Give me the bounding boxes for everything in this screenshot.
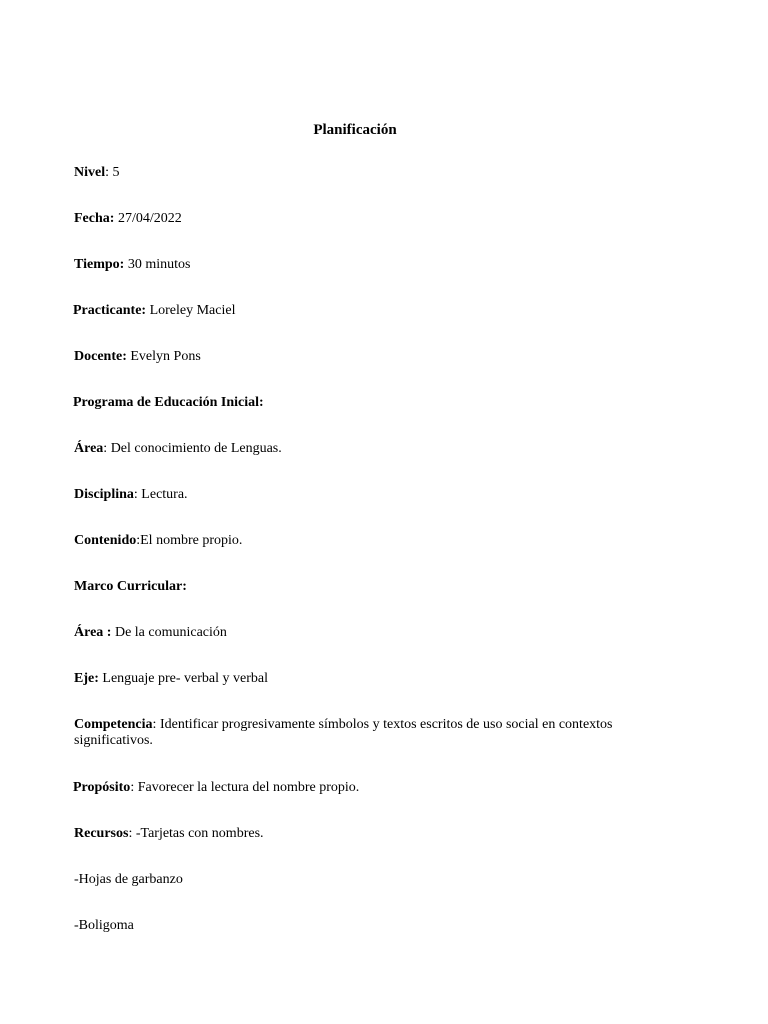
field-label: Docente: xyxy=(74,349,127,364)
field-fecha xyxy=(74,211,694,227)
field-contenido xyxy=(74,533,694,549)
field-area-comunicacion xyxy=(74,625,694,641)
field-area-lenguas xyxy=(74,441,694,457)
field-value: Identificar progresivamente símbolos y textos escritos de uso social en contextos significativos. xyxy=(74,717,613,748)
field-label: Eje: xyxy=(74,671,99,686)
field-value: Del conocimiento de Lenguas. xyxy=(110,441,282,456)
field-label: Competencia xyxy=(74,717,153,732)
field-label: Recursos xyxy=(74,826,129,841)
list-item-text: -Boligoma xyxy=(74,918,134,933)
section-programa xyxy=(73,395,693,411)
field-docente xyxy=(74,349,694,365)
field-separator: : xyxy=(105,165,113,180)
field-label: Nivel xyxy=(74,165,106,180)
field-separator: : xyxy=(152,717,160,732)
section-marco-curricular xyxy=(74,579,694,595)
field-eje xyxy=(74,671,694,687)
field-value: Evelyn Pons xyxy=(130,349,201,364)
list-item-recurso xyxy=(74,872,694,888)
field-separator: : xyxy=(103,441,111,456)
field-practicante xyxy=(73,303,693,319)
field-label: Practicante: xyxy=(73,303,147,318)
list-item-text: -Hojas de garbanzo xyxy=(74,872,183,887)
field-value: 27/04/2022 xyxy=(117,211,182,226)
field-recursos xyxy=(74,826,694,842)
page-title: Planificación xyxy=(313,122,397,138)
field-competencia xyxy=(74,717,694,749)
field-value: Loreley Maciel xyxy=(149,303,236,318)
field-disciplina xyxy=(74,487,694,503)
field-label: Fecha: xyxy=(74,211,115,226)
field-label: Disciplina xyxy=(74,487,134,502)
field-value: 5 xyxy=(112,165,120,180)
field-tiempo xyxy=(74,257,694,273)
field-label: Propósito xyxy=(73,780,131,795)
field-nivel xyxy=(74,165,694,181)
field-value: 30 minutos xyxy=(127,257,191,272)
field-value: Favorecer la lectura del nombre propio. xyxy=(137,780,360,795)
field-value: Lectura. xyxy=(141,487,188,502)
section-heading: Marco Curricular: xyxy=(74,579,187,594)
field-label: Área xyxy=(74,441,104,456)
field-label: Tiempo: xyxy=(74,257,125,272)
field-separator: : xyxy=(136,533,141,548)
list-item-recurso xyxy=(74,918,694,934)
field-value: El nombre propio. xyxy=(140,533,243,548)
field-label: Área : xyxy=(74,625,112,640)
field-separator: : xyxy=(133,487,142,502)
field-label: Contenido xyxy=(74,533,137,548)
field-value: De la comunicación xyxy=(114,625,227,640)
field-separator: : xyxy=(128,826,136,841)
field-separator: : xyxy=(130,780,138,795)
section-heading: Programa de Educación Inicial: xyxy=(73,395,264,410)
field-value: Lenguaje pre- verbal y verbal xyxy=(102,671,268,686)
field-value: -Tarjetas con nombres. xyxy=(135,826,264,841)
field-proposito xyxy=(73,780,693,796)
